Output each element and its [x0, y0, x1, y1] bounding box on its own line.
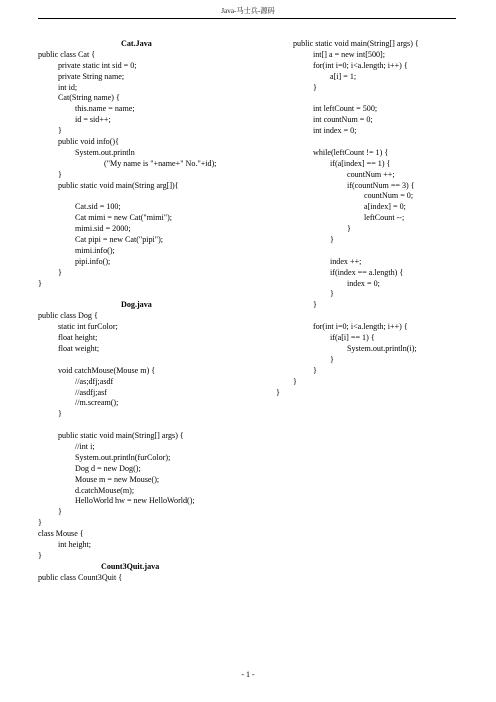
code-line: } [330, 289, 334, 299]
code-line: if(a[i] == 1) { [330, 333, 375, 343]
code-line: if(a[index] == 1) { [330, 158, 391, 168]
code-line: public class Dog { [38, 311, 98, 321]
code-line: Cat(String name) { [58, 93, 120, 103]
code-line: while(leftCount != 1) { [313, 147, 389, 157]
code-line: index ++; [330, 256, 362, 266]
code-line: if(countNum == 3) { [347, 180, 415, 190]
code-line: int index = 0; [313, 126, 357, 136]
code-line: } [58, 126, 62, 136]
code-line: d.catchMouse(m); [75, 485, 135, 495]
code-line [238, 93, 478, 104]
code-line: float weight; [58, 343, 100, 353]
code-line: Cat pipi = new Cat("pipi"); [75, 235, 164, 245]
code-line: public static void main(String[] args) { [58, 431, 184, 441]
code-line: countNum = 0; [364, 191, 414, 201]
code-line: public class Count3Quit { [38, 572, 123, 582]
code-line: } [38, 518, 42, 528]
file-title: Count3Quit.java [101, 561, 160, 571]
code-line: //m.scream(); [75, 398, 119, 408]
code-line: static int furColor; [58, 322, 118, 332]
code-line: //as;dfj;asdf [75, 376, 114, 386]
code-line: System.out.println(furColor); [75, 452, 171, 462]
code-line [38, 420, 276, 431]
code-line: mimi.sid = 2000; [75, 224, 131, 234]
code-line: index = 0; [347, 278, 380, 288]
code-line: void catchMouse(Mouse m) { [58, 365, 156, 375]
code-line: pipi.info(); [75, 256, 111, 266]
code-line: int height; [58, 539, 92, 549]
code-line: HelloWorld hw = new HelloWorld(); [75, 496, 195, 506]
code-line: float height; [58, 333, 98, 343]
code-line: Cat mimi = new Cat("mimi"); [75, 213, 173, 223]
code-line: public void info(){ [58, 137, 119, 147]
code-line: //asdfj;asf [75, 387, 107, 397]
code-line: public class Cat { [38, 49, 96, 59]
code-line: mimi.info(); [75, 245, 115, 255]
code-line: int id; [58, 82, 78, 92]
code-line: if(index == a.length) { [330, 267, 404, 277]
code-line: public static void main(String[] args) { [293, 39, 419, 48]
code-line: System.out.println(i); [347, 343, 417, 353]
code-line: countNum ++; [347, 169, 395, 179]
code-line: Mouse m = new Mouse(); [75, 474, 160, 484]
code-line: } [313, 82, 317, 92]
code-line: for(int i=0; i<a.length; i++) { [313, 322, 408, 332]
code-line: private static int sid = 0; [58, 60, 137, 70]
code-line: ("My name is "+name+" No."+id); [104, 158, 217, 168]
code-line: } [276, 387, 280, 397]
code-line: } [293, 376, 297, 386]
code-line: } [330, 354, 334, 364]
code-line: } [313, 300, 317, 310]
code-line: Cat.sid = 100; [75, 202, 121, 212]
header-divider [38, 18, 456, 19]
code-line: int leftCount = 500; [313, 104, 378, 114]
file-title: Cat.Java [121, 39, 152, 48]
code-line: int countNum = 0; [313, 115, 373, 125]
code-line [238, 311, 478, 322]
code-line: System.out.println [75, 147, 135, 157]
code-line: } [58, 507, 62, 517]
code-line: } [38, 278, 42, 288]
code-line: id = sid++; [75, 115, 111, 125]
page-header: Java-马士兵-源码 [221, 7, 275, 15]
code-line: private String name; [58, 71, 125, 81]
page-number: - 1 - [241, 670, 255, 679]
code-line: } [330, 235, 334, 245]
code-line: class Mouse { [38, 529, 84, 539]
code-line: //int i; [75, 441, 95, 451]
code-line [238, 137, 478, 148]
code-line: int[] a = new int[500]; [313, 49, 385, 59]
code-line: } [58, 169, 62, 179]
code-line: public static void main(String arg[]){ [58, 180, 179, 190]
right-code-column [238, 39, 478, 398]
code-line [238, 246, 478, 257]
code-line: leftCount --; [364, 213, 405, 223]
file-title: Dog.java [121, 300, 152, 310]
code-line: this.name = name; [75, 104, 135, 114]
code-line: } [38, 550, 42, 560]
code-line: } [347, 224, 351, 234]
code-line: Dog d = new Dog(); [75, 463, 141, 473]
code-line: a[index] = 0; [364, 202, 406, 212]
code-line: } [58, 409, 62, 419]
code-line: a[i] = 1; [330, 71, 357, 81]
code-line: } [313, 365, 317, 375]
code-line: for(int i=0; i<a.length; i++) { [313, 60, 408, 70]
code-line: } [58, 267, 62, 277]
